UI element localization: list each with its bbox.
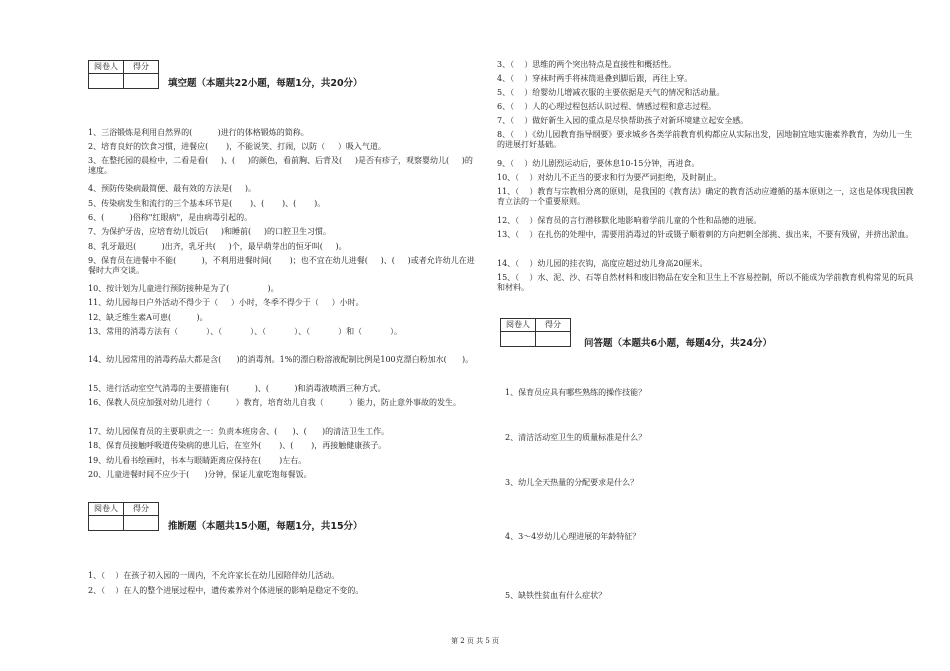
reviewer-cell[interactable] <box>89 516 124 531</box>
judge-item-10: 10、（ ）对幼儿不正当的要求和行为要严词拒绝，及时制止。 <box>497 173 722 182</box>
fill-item-7: 7、为保护牙齿，应培育幼儿饭后( )和睡前( )的口腔卫生习惯。 <box>88 227 332 236</box>
judge-item-15: 15、（ ）水、泥、沙、石等自然材料和废旧物品在安全和卫生上不容易控制，所以不能成为学前教育机构常见的玩具和材料。 <box>497 273 914 292</box>
judge-item-14: 14、（ ）幼儿园的挂衣钩，高度应超过幼儿身高20厘米。 <box>497 259 708 268</box>
judge-item-6: 6、（ ）人的心理过程包括认识过程、情感过程和意志过程。 <box>497 102 717 111</box>
fill-item-12: 12、缺乏维生素A可患( )。 <box>88 313 208 322</box>
judge-item-12: 12、（ ）保育员的言行潜移默化地影响着学前儿童的个性和品德的进展。 <box>497 216 762 225</box>
reviewer-cell[interactable] <box>89 74 124 89</box>
fill-item-18: 18、保育员接触呼吸道传染病的患儿后，在室外( )、( )，再接触健康孩子。 <box>88 441 387 450</box>
fill-item-8: 8、乳牙最迟( )出齐，乳牙共( )个，最早萌芽出的恒牙叫( )。 <box>88 242 347 251</box>
reviewer-label: 阅卷人 <box>89 61 124 74</box>
judge-item-2: 2、（ ）在人的整个进展过程中，遗传素养对个体进展的影响是稳定不变的。 <box>88 586 364 595</box>
fill-item-5: 5、传染病发生和流行的三个基本环节是( )、( )、( )。 <box>88 199 326 208</box>
grader-box-qa <box>500 318 571 347</box>
judge-item-5: 5、（ ）给婴幼儿增减衣服的主要依据是天气的情况和活动量。 <box>497 88 725 97</box>
qa-item-5: 5、缺铁性贫血有什么症状？ <box>505 591 607 600</box>
judge-item-13: 13、（ ）在扎伤的处理中，需要用消毒过的针或镊子顺着刺的方向把刺全部挑、拔出来，不要有残留，并挤出淤血。 <box>497 230 914 239</box>
fill-item-11: 11、幼儿园每日户外活动不得少于（ ）小时，冬季不得少于（ ）小时。 <box>88 298 364 307</box>
reviewer-label: 阅卷人 <box>89 503 124 516</box>
judge-item-11: 11、（ ）教育与宗教相分离的原则，是我国的《教育法》确定的教育活动应遵循的基本原则之一，这也是体现我国教育立法的一个重要原则。 <box>497 187 914 206</box>
score-label: 得分 <box>124 503 159 516</box>
reviewer-label: 阅卷人 <box>501 319 536 332</box>
qa-item-1: 1、保育员应具有哪些熟练的操作技能？ <box>505 388 647 397</box>
fill-item-6: 6、( )俗称"红眼病"，是由病毒引起的。 <box>88 213 253 222</box>
judge-item-1: 1、（ ）在孩子初入园的一周内，不允许家长在幼儿园陪伴幼儿活动。 <box>88 571 340 580</box>
qa-item-3: 3、幼儿全天热量的分配要求是什么？ <box>505 478 639 487</box>
fill-item-19: 19、幼儿看书绘画时，书本与眼睛距离应保持在( )左右。 <box>88 456 307 465</box>
judge-item-4: 4、（ ）穿袜时两手将袜筒退叠到脚后跟，再往上穿。 <box>497 74 693 83</box>
judge-item-9: 9、（ ）幼儿剧烈运动后，要休息10-15分钟，再进食。 <box>497 159 700 168</box>
score-cell[interactable] <box>124 74 159 89</box>
fill-item-2: 2、培育良好的饮食习惯，进餐应( )，不能说笑、打闹，以防（ ）吸入气道。 <box>88 142 386 151</box>
fill-item-14: 14、幼儿园常用的消毒药品大都是含( )的消毒剂。1%的漂白粉溶液配制比例是100克漂白粉加水( )。 <box>88 355 474 364</box>
fill-item-16: 16、保教人员应加强对幼儿进行（ ）教育，培育幼儿自我（ ）能力，防止意外事故的发生。 <box>88 398 462 407</box>
fill-item-17: 17、幼儿园保育员的主要职责之一：负责本班房舍、( )、( )的清洁卫生工作。 <box>88 427 390 436</box>
fill-item-1: 1、三浴锻炼是利用自然界的( )进行的体格锻炼的简称。 <box>88 128 309 137</box>
grader-box-fill <box>88 60 159 89</box>
score-cell[interactable] <box>536 332 571 347</box>
grader-box-judge <box>88 502 159 531</box>
judge-section-title: 推断题（本题共15小题，每题1分，共15分） <box>168 521 363 532</box>
fill-item-20: 20、儿童进餐时间不应少于( )分钟，保证儿童吃饱每餐饭。 <box>88 470 312 479</box>
qa-item-2: 2、清洁活动室卫生的质量标准是什么？ <box>505 433 647 442</box>
qa-item-4: 4、3～4岁幼儿心理进展的年龄特征？ <box>505 532 641 541</box>
fill-item-15: 15、进行活动室空气消毒的主要措施有( )、( )和消毒液喷洒三种方式。 <box>88 384 386 393</box>
page-footer: 第 2 页 共 5 页 <box>450 637 500 645</box>
qa-section-title: 问答题（本题共6小题，每题4分，共24分） <box>584 338 772 349</box>
fill-item-3: 3、在整托园的晨检中，二看是看( )、( )的颜色，看前胸、后背及( )是否有疹子，观察婴幼儿( )的速度。 <box>88 156 473 175</box>
judge-item-8: 8、（ ）《幼儿园教育指导纲要》要求城乡各类学前教育机构都应从实际出发，因地制宜地实施素养教育，为幼儿一生的进展打好基础。 <box>497 130 913 149</box>
fill-item-13: 13、常用的消毒方法有（ ）、（ ）、（ ）、（ ）和（ ）。 <box>88 327 403 336</box>
score-cell[interactable] <box>124 516 159 531</box>
fill-item-10: 10、按计划为儿童进行预防接种是为了( )。 <box>88 284 279 293</box>
reviewer-cell[interactable] <box>501 332 536 347</box>
fill-section-title: 填空题（本题共22小题，每题1分，共20分） <box>168 78 363 89</box>
judge-item-7: 7、（ ）做好新生入园的重点是尽快帮助孩子对新环境建立起安全感。 <box>497 116 749 125</box>
score-label: 得分 <box>124 61 159 74</box>
judge-item-3: 3、（ ）思维的两个突出特点是直接性和概括性。 <box>497 60 677 69</box>
fill-item-4: 4、预防传染病最简便、最有效的方法是( )。 <box>88 184 257 193</box>
fill-item-9: 9、保育员在进餐中不能( )，不利用进餐时间( )；也不宜在幼儿进餐( )、( )或者允许幼儿在进餐时大声交谈。 <box>88 256 475 275</box>
score-label: 得分 <box>536 319 571 332</box>
